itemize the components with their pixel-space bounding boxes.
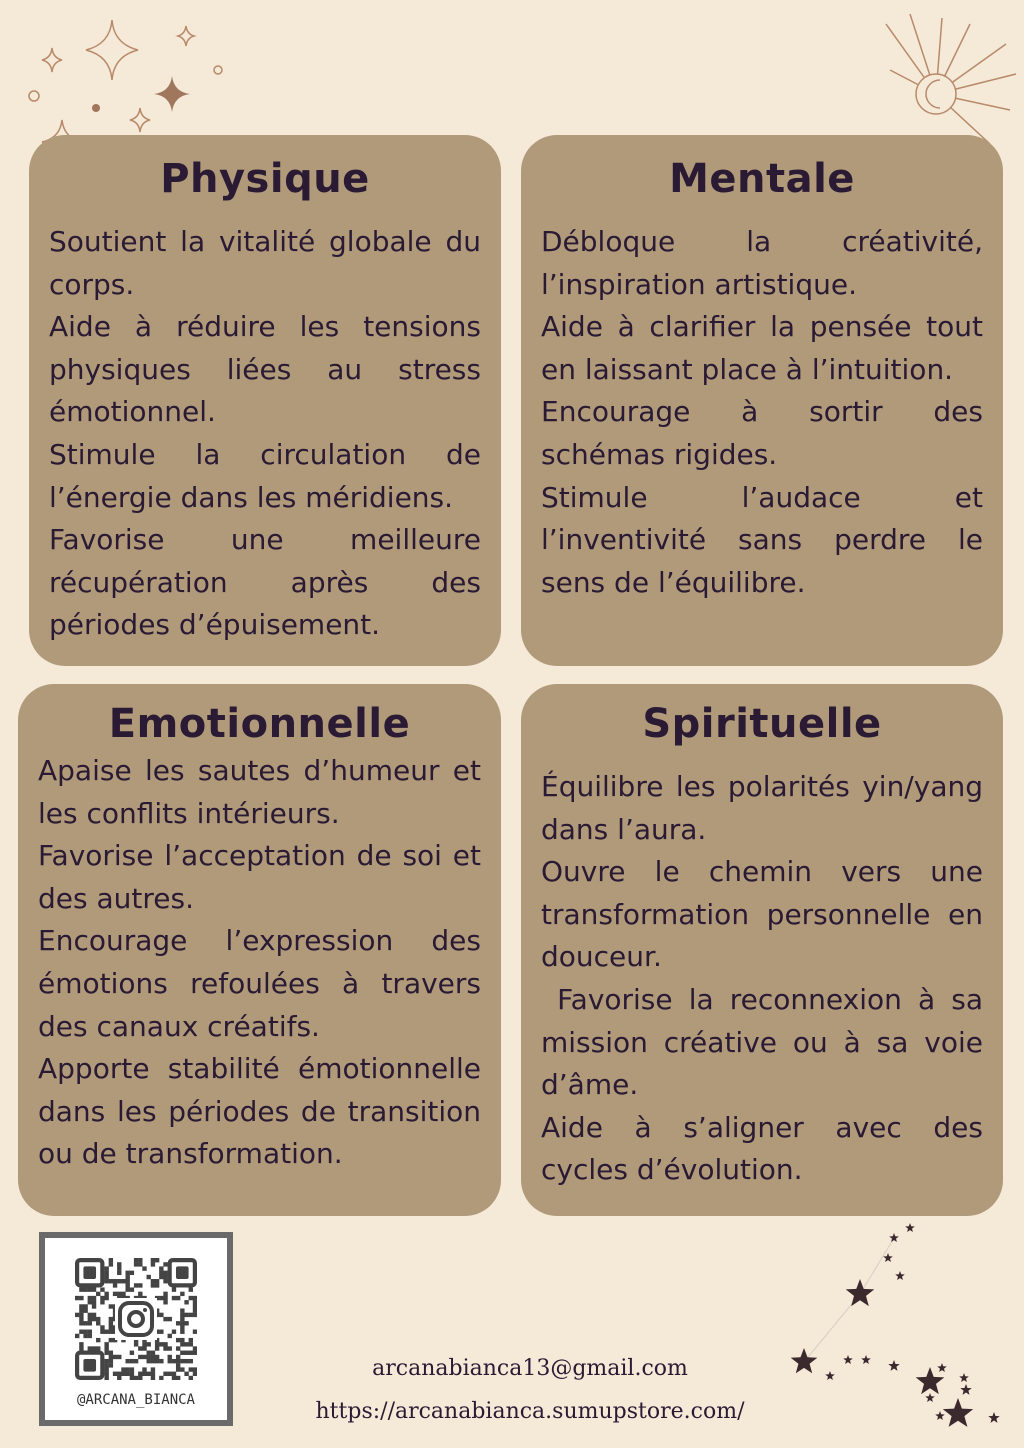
qr-module bbox=[151, 1367, 155, 1371]
qr-module bbox=[134, 1283, 138, 1287]
qr-module bbox=[142, 1342, 146, 1346]
qr-module bbox=[168, 1334, 172, 1338]
qr-module bbox=[79, 1330, 83, 1334]
qr-module bbox=[189, 1351, 193, 1355]
paragraph: Aide à s’aligner avec des cycles d’évolution. bbox=[541, 1110, 983, 1187]
qr-module bbox=[138, 1355, 142, 1359]
qr-module bbox=[147, 1342, 151, 1346]
card-body-emotionnelle bbox=[38, 750, 481, 1176]
qr-code[interactable] bbox=[39, 1232, 233, 1426]
qr-module bbox=[92, 1313, 96, 1317]
qr-module bbox=[79, 1308, 83, 1312]
qr-module bbox=[134, 1376, 138, 1380]
star-icon bbox=[889, 1233, 899, 1242]
qr-module bbox=[168, 1372, 172, 1376]
qr-module bbox=[159, 1296, 163, 1300]
qr-module bbox=[92, 1287, 96, 1291]
qr-module bbox=[125, 1367, 129, 1371]
qr-module bbox=[193, 1304, 197, 1308]
qr-module bbox=[159, 1376, 163, 1380]
qr-module bbox=[125, 1359, 129, 1363]
card-mentale bbox=[521, 135, 1003, 666]
qr-module bbox=[96, 1317, 100, 1321]
card-physique bbox=[29, 135, 501, 666]
qr-module bbox=[83, 1321, 87, 1325]
paragraph: Apporte stabilité émotionnelle dans les périodes de transition ou de transformation. bbox=[38, 1052, 481, 1171]
qr-module bbox=[130, 1359, 134, 1363]
qr-module bbox=[142, 1346, 146, 1350]
qr-module bbox=[75, 1296, 79, 1300]
qr-module bbox=[100, 1296, 104, 1300]
qr-module bbox=[109, 1330, 113, 1334]
qr-module bbox=[109, 1359, 113, 1363]
qr-module bbox=[163, 1292, 167, 1296]
qr-module bbox=[109, 1279, 113, 1283]
qr-module bbox=[104, 1372, 108, 1376]
qr-module bbox=[104, 1363, 108, 1367]
qr-module bbox=[138, 1258, 142, 1262]
qr-module bbox=[155, 1258, 159, 1262]
qr-module bbox=[134, 1262, 138, 1266]
qr-module bbox=[151, 1359, 155, 1363]
qr-module bbox=[163, 1279, 167, 1283]
qr-module bbox=[159, 1275, 163, 1279]
qr-module bbox=[168, 1355, 172, 1359]
star-icon bbox=[846, 1279, 875, 1306]
card-spirituelle bbox=[521, 684, 1003, 1216]
qr-module bbox=[189, 1367, 193, 1371]
qr-module bbox=[168, 1317, 172, 1321]
qr-module bbox=[117, 1279, 121, 1283]
qr-module bbox=[104, 1275, 108, 1279]
qr-module bbox=[151, 1351, 155, 1355]
qr-module bbox=[193, 1330, 197, 1334]
qr-module bbox=[109, 1325, 113, 1329]
qr-module bbox=[79, 1346, 83, 1350]
qr-module bbox=[147, 1355, 151, 1359]
card-title-mentale: Mentale bbox=[669, 156, 855, 202]
qr-module bbox=[113, 1279, 117, 1283]
qr-module bbox=[163, 1372, 167, 1376]
qr-module bbox=[121, 1372, 125, 1376]
qr-module bbox=[172, 1287, 176, 1291]
qr-module bbox=[79, 1342, 83, 1346]
qr-module bbox=[176, 1355, 180, 1359]
qr-module bbox=[79, 1287, 83, 1291]
qr-module bbox=[138, 1346, 142, 1350]
contact-url[interactable]: https://arcanabianca.sumupstore.com/ bbox=[315, 1399, 745, 1424]
qr-module bbox=[151, 1262, 155, 1266]
qr-module bbox=[176, 1321, 180, 1325]
qr-module bbox=[83, 1334, 87, 1338]
qr-module bbox=[193, 1308, 197, 1312]
qr-module bbox=[134, 1359, 138, 1363]
qr-module bbox=[193, 1351, 197, 1355]
qr-module bbox=[113, 1292, 117, 1296]
qr-module bbox=[100, 1330, 104, 1334]
qr-module bbox=[155, 1355, 159, 1359]
qr-module bbox=[176, 1346, 180, 1350]
qr-module bbox=[159, 1359, 163, 1363]
qr-module bbox=[117, 1372, 121, 1376]
qr-module bbox=[142, 1367, 146, 1371]
qr-module bbox=[100, 1325, 104, 1329]
qr-module bbox=[176, 1359, 180, 1363]
paragraph: Aide à clarifier la pensée tout en laissant place à l’intuition. bbox=[541, 310, 983, 386]
qr-module bbox=[125, 1283, 129, 1287]
qr-module bbox=[130, 1367, 134, 1371]
qr-module bbox=[109, 1355, 113, 1359]
qr-module bbox=[163, 1271, 167, 1275]
qr-module bbox=[151, 1279, 155, 1283]
qr-module bbox=[142, 1372, 146, 1376]
contact-email[interactable]: arcanabianca13@gmail.com bbox=[372, 1356, 688, 1381]
paragraph: Apaise les sautes d’humeur et les conflits intérieurs. bbox=[38, 754, 481, 830]
qr-module bbox=[96, 1338, 100, 1342]
star-icon bbox=[888, 1360, 899, 1371]
qr-finder bbox=[77, 1353, 102, 1378]
qr-module bbox=[172, 1376, 176, 1380]
qr-module bbox=[88, 1317, 92, 1321]
qr-module bbox=[92, 1304, 96, 1308]
qr-module bbox=[151, 1372, 155, 1376]
star-icon bbox=[925, 1393, 935, 1402]
qr-module bbox=[189, 1313, 193, 1317]
star-icon bbox=[937, 1363, 947, 1372]
qr-module bbox=[180, 1321, 184, 1325]
qr-module bbox=[176, 1363, 180, 1367]
qr-module bbox=[96, 1321, 100, 1325]
qr-module bbox=[189, 1296, 193, 1300]
qr-module bbox=[180, 1359, 184, 1363]
qr-module bbox=[125, 1279, 129, 1283]
paragraph: Aide à réduire les tensions physiques liées au stress émotionnel. bbox=[49, 310, 481, 429]
qr-module bbox=[172, 1359, 176, 1363]
qr-module bbox=[180, 1308, 184, 1312]
qr-module bbox=[75, 1334, 79, 1338]
qr-module bbox=[125, 1275, 129, 1279]
qr-module bbox=[189, 1287, 193, 1291]
qr-module bbox=[113, 1372, 117, 1376]
qr-module bbox=[142, 1266, 146, 1270]
qr-module bbox=[88, 1300, 92, 1304]
qr-module bbox=[184, 1313, 188, 1317]
qr-module bbox=[79, 1304, 83, 1308]
paragraph: Stimule l’audace et l’inventivité sans perdre le sens de l’équilibre. bbox=[541, 480, 983, 599]
qr-module bbox=[100, 1287, 104, 1291]
qr-module bbox=[138, 1262, 142, 1266]
qr-module bbox=[193, 1367, 197, 1371]
qr-finder bbox=[77, 1260, 102, 1285]
qr-module bbox=[121, 1367, 125, 1371]
qr-module bbox=[117, 1271, 121, 1275]
paragraph: Encourage l’expression des émotions refoulées à travers des canaux créatifs. bbox=[38, 924, 481, 1043]
paragraph: Stimule la circulation de l’énergie dans les méridiens. bbox=[49, 437, 481, 514]
star-icon bbox=[895, 1271, 905, 1280]
qr-module bbox=[189, 1376, 193, 1380]
qr-module bbox=[88, 1321, 92, 1325]
qr-module bbox=[125, 1372, 129, 1376]
qr-module bbox=[96, 1346, 100, 1350]
qr-module bbox=[109, 1258, 113, 1262]
qr-module bbox=[83, 1287, 87, 1291]
card-body-mentale bbox=[541, 221, 983, 604]
qr-module bbox=[92, 1296, 96, 1300]
qr-module bbox=[109, 1363, 113, 1367]
qr-module bbox=[121, 1279, 125, 1283]
qr-module bbox=[151, 1258, 155, 1262]
star-icon bbox=[959, 1373, 969, 1382]
paragraph: Équilibre les polarités yin/yang dans l’aura. bbox=[541, 770, 983, 846]
qr-module bbox=[79, 1321, 83, 1325]
instagram-handle: @ARCANA_BIANCA bbox=[76, 1392, 195, 1408]
qr-module bbox=[138, 1283, 142, 1287]
qr-module bbox=[159, 1271, 163, 1275]
qr-module bbox=[121, 1292, 125, 1296]
qr-module bbox=[75, 1313, 79, 1317]
qr-module bbox=[117, 1262, 121, 1266]
qr-module bbox=[163, 1296, 167, 1300]
qr-module bbox=[130, 1372, 134, 1376]
qr-module bbox=[104, 1271, 108, 1275]
card-body-physique bbox=[49, 221, 481, 647]
star-icon bbox=[825, 1371, 835, 1380]
qr-module bbox=[151, 1355, 155, 1359]
qr-module bbox=[117, 1292, 121, 1296]
qr-module bbox=[88, 1346, 92, 1350]
qr-module bbox=[88, 1287, 92, 1291]
qr-module bbox=[155, 1359, 159, 1363]
qr-module bbox=[168, 1346, 172, 1350]
qr-module bbox=[104, 1330, 108, 1334]
qr-module bbox=[180, 1330, 184, 1334]
qr-module bbox=[100, 1300, 104, 1304]
qr-module bbox=[104, 1351, 108, 1355]
qr-module bbox=[79, 1296, 83, 1300]
qr-module bbox=[109, 1321, 113, 1325]
star-icon bbox=[988, 1412, 999, 1423]
paragraph: Favorise la reconnexion à sa mission créative ou à sa voie d’âme. bbox=[541, 982, 992, 1102]
qr-module bbox=[117, 1355, 121, 1359]
qr-module bbox=[79, 1313, 83, 1317]
qr-module bbox=[134, 1342, 138, 1346]
qr-module bbox=[180, 1338, 184, 1342]
qr-module bbox=[159, 1342, 163, 1346]
paragraph: Favorise une meilleure récupération après des périodes d’épuisement. bbox=[49, 523, 481, 642]
card-title-spirituelle: Spirituelle bbox=[642, 701, 882, 747]
qr-module bbox=[184, 1372, 188, 1376]
qr-module bbox=[176, 1296, 180, 1300]
qr-module bbox=[104, 1359, 108, 1363]
qr-module bbox=[180, 1351, 184, 1355]
qr-module bbox=[130, 1271, 134, 1275]
qr-module bbox=[147, 1372, 151, 1376]
qr-module bbox=[180, 1342, 184, 1346]
qr-module bbox=[172, 1372, 176, 1376]
qr-module bbox=[88, 1330, 92, 1334]
qr-module bbox=[184, 1342, 188, 1346]
qr-module bbox=[130, 1376, 134, 1380]
qr-module bbox=[147, 1275, 151, 1279]
qr-module bbox=[184, 1351, 188, 1355]
qr-module bbox=[147, 1351, 151, 1355]
qr-module bbox=[172, 1296, 176, 1300]
qr-module bbox=[104, 1346, 108, 1350]
constellation-decoration bbox=[770, 1218, 1020, 1443]
star-icon bbox=[935, 1411, 945, 1420]
qr-module bbox=[163, 1262, 167, 1266]
star-icon bbox=[943, 1398, 973, 1427]
qr-module bbox=[180, 1292, 184, 1296]
qr-module bbox=[189, 1342, 193, 1346]
qr-module bbox=[130, 1351, 134, 1355]
qr-module bbox=[163, 1317, 167, 1321]
star-icon bbox=[843, 1355, 853, 1364]
paragraph: Débloque la créativité, l’inspiration artistique. bbox=[541, 225, 983, 301]
qr-module bbox=[184, 1300, 188, 1304]
qr-module bbox=[125, 1271, 129, 1275]
paragraph: Encourage à sortir des schémas rigides. bbox=[541, 395, 983, 471]
qr-module bbox=[168, 1359, 172, 1363]
qr-module bbox=[163, 1275, 167, 1279]
qr-module bbox=[79, 1317, 83, 1321]
star-icon bbox=[861, 1355, 871, 1364]
qr-module bbox=[104, 1296, 108, 1300]
qr-module bbox=[104, 1266, 108, 1270]
qr-module bbox=[83, 1308, 87, 1312]
qr-module bbox=[184, 1321, 188, 1325]
qr-module bbox=[163, 1346, 167, 1350]
qr-module bbox=[155, 1342, 159, 1346]
qr-module bbox=[109, 1304, 113, 1308]
qr-module bbox=[109, 1338, 113, 1342]
qr-module bbox=[92, 1300, 96, 1304]
qr-module bbox=[180, 1317, 184, 1321]
qr-module bbox=[117, 1376, 121, 1380]
qr-module bbox=[155, 1283, 159, 1287]
qr-module bbox=[113, 1283, 117, 1287]
qr-module bbox=[193, 1346, 197, 1350]
qr-module bbox=[180, 1367, 184, 1371]
qr-module bbox=[159, 1330, 163, 1334]
qr-module bbox=[96, 1292, 100, 1296]
qr-module bbox=[134, 1258, 138, 1262]
qr-module bbox=[109, 1262, 113, 1266]
qr-finder bbox=[170, 1260, 195, 1285]
qr-module bbox=[142, 1355, 146, 1359]
star-icon bbox=[791, 1348, 818, 1373]
paragraph: Ouvre le chemin vers une transformation personnelle en douceur. bbox=[541, 855, 983, 974]
qr-module bbox=[151, 1376, 155, 1380]
qr-module bbox=[138, 1292, 142, 1296]
qr-module bbox=[180, 1313, 184, 1317]
qr-module bbox=[180, 1325, 184, 1329]
qr-module bbox=[104, 1367, 108, 1371]
instagram-icon bbox=[115, 1298, 157, 1340]
qr-module bbox=[88, 1296, 92, 1300]
paragraph: Favorise l’acceptation de soi et des autres. bbox=[38, 839, 481, 915]
qr-module bbox=[189, 1359, 193, 1363]
qr-module bbox=[155, 1346, 159, 1350]
qr-module bbox=[117, 1266, 121, 1270]
card-emotionnelle bbox=[18, 684, 501, 1216]
qr-module bbox=[104, 1376, 108, 1380]
star-icon bbox=[960, 1384, 971, 1395]
qr-module bbox=[155, 1279, 159, 1283]
qr-module bbox=[163, 1342, 167, 1346]
paragraph: Soutient la vitalité globale du corps. bbox=[49, 225, 481, 301]
star-icon bbox=[905, 1223, 915, 1232]
qr-module bbox=[130, 1287, 134, 1291]
qr-module bbox=[159, 1266, 163, 1270]
qr-module bbox=[184, 1359, 188, 1363]
qr-module bbox=[163, 1300, 167, 1304]
qr-module bbox=[193, 1372, 197, 1376]
card-body-spirituelle bbox=[541, 766, 992, 1192]
qr-module bbox=[151, 1283, 155, 1287]
qr-module bbox=[83, 1330, 87, 1334]
qr-module bbox=[176, 1376, 180, 1380]
qr-module bbox=[88, 1313, 92, 1317]
qr-module bbox=[104, 1292, 108, 1296]
qr-module bbox=[109, 1351, 113, 1355]
qr-pattern bbox=[75, 1258, 197, 1380]
qr-module bbox=[104, 1342, 108, 1346]
qr-module bbox=[138, 1376, 142, 1380]
qr-module bbox=[172, 1330, 176, 1334]
qr-module bbox=[159, 1313, 163, 1317]
qr-module bbox=[113, 1355, 117, 1359]
qr-module bbox=[92, 1317, 96, 1321]
card-title-physique: Physique bbox=[160, 156, 370, 202]
qr-module bbox=[109, 1317, 113, 1321]
qr-module bbox=[104, 1279, 108, 1283]
qr-module bbox=[176, 1367, 180, 1371]
qr-module bbox=[147, 1359, 151, 1363]
qr-module bbox=[189, 1338, 193, 1342]
qr-module bbox=[83, 1304, 87, 1308]
qr-module bbox=[176, 1338, 180, 1342]
qr-module bbox=[193, 1313, 197, 1317]
qr-module bbox=[88, 1334, 92, 1338]
qr-module bbox=[138, 1372, 142, 1376]
qr-module bbox=[125, 1287, 129, 1291]
qr-module bbox=[193, 1300, 197, 1304]
qr-module bbox=[193, 1296, 197, 1300]
qr-module bbox=[92, 1346, 96, 1350]
card-title-emotionnelle: Emotionnelle bbox=[108, 701, 411, 747]
